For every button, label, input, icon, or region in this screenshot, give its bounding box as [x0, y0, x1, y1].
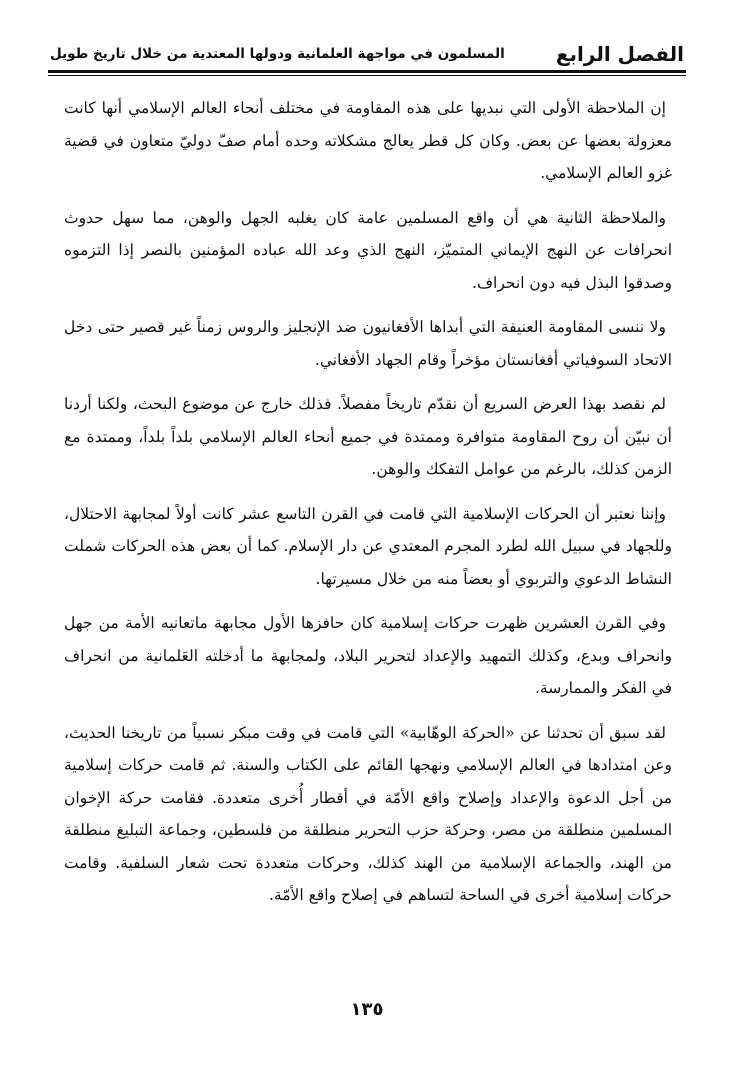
paragraph: لم نقصد بهذا العرض السريع أن نقدّم تاريخاً مفصلاً. فذلك خارج عن موضوع البحث، ولكنا أردنا أن نبيّن أن روح المقاومة متوافرة وممتدة في جميع أنحاء العالم الإسلامي بلداً بلداً، وممتدة مع الزمن كذلك، بالرغم من عوامل التفكك والوهن. [64, 395, 672, 478]
paragraph: وإننا نعتبر أن الحركات الإسلامية التي قامت في القرن التاسع عشر كانت أولاً لمجابهة الاحتلال، وللجهاد في سبيل الله لطرد المجرم المعتدي عن دار الإسلام. كما أن بعض هذه الحركات شملت النشاط الدعوي والتربوي أو بعضاً منه من خلال مسيرتها. [64, 504, 672, 588]
paragraph: ولا ننسى المقاومة العنيفة التي أبداها الأفغانيون ضد الإنجليز والروس زمناً غير قصير حتى دخل الاتحاد السوفياتي أفغانستان مؤخراً وقام الجهاد الأفغاني. [64, 318, 672, 369]
page-header [50, 40, 684, 70]
body-text [64, 92, 672, 981]
chapter-title: الفصل الرابع [555, 42, 684, 66]
running-title: المسلمون في مواجهة العلمانية ودولها المعتدية من خلال تاريخ طويل [50, 46, 505, 62]
header-rule-thin [48, 75, 686, 76]
paragraph: وفي القرن العشرين ظهرت حركات إسلامية كان حافزها الأول مجابهة ماتعانيه الأمة من جهل وانحراف وبدع، وكذلك التمهيد والإعداد لتحرير البلاد، ولمجابهة ما أدخلته العَلمانية من انحراف في الفكر والممارسة. [64, 614, 672, 697]
page-number: ١٣٥ [350, 999, 384, 1020]
paragraph: والملاحظة الثانية هي أن واقع المسلمين عامة كان يغلبه الجهل والوهن، مما سهل حدوث انحرافات عن النهج الإيماني المتميّز، النهج الذي وعد الله عباده المؤمنين بالنصر إذا التزموه وصدقوا البذل فيه دون انحراف. [64, 208, 672, 292]
paragraph: لقد سبق أن تحدثنا عن «الحركة الوهّابية» التي قامت في وقت مبكر نسبياً من تاريخنا الحديث، وعن امتدادها في العالم الإسلامي ونهجها القائم على الكتاب والسنة. ثم قامت حركات إسلامية من أجل الدعوة والإعداد وإصلاح واقع الأمّة في أقطار أُخرى متعددة. فقامت حركة الإخوان المسلمين منطلقة من مصر، وحركة حزب التحرير منطلقة من فلسطين، وجماعة التبليغ منطلقة من الهند، والجماعة الإسلامية من الهند كذلك، وحركات متعددة تحت شعار السلفية. وقامت حركات إسلامية أخرى في الساحة لتساهم في إصلاح واقع الأمّة. [64, 723, 672, 904]
header-rule-thick [48, 70, 686, 73]
paragraph: إن الملاحظة الأولى التي نبديها على هذه المقاومة في مختلف أنحاء العالم الإسلامي أنها كانت معزولة بعضها عن بعض. وكان كل قطر يعالج مشكلاته وحده أمام صفّ دوليّ متعاون في قضية غزو العالم الإسلامي. [64, 99, 672, 182]
